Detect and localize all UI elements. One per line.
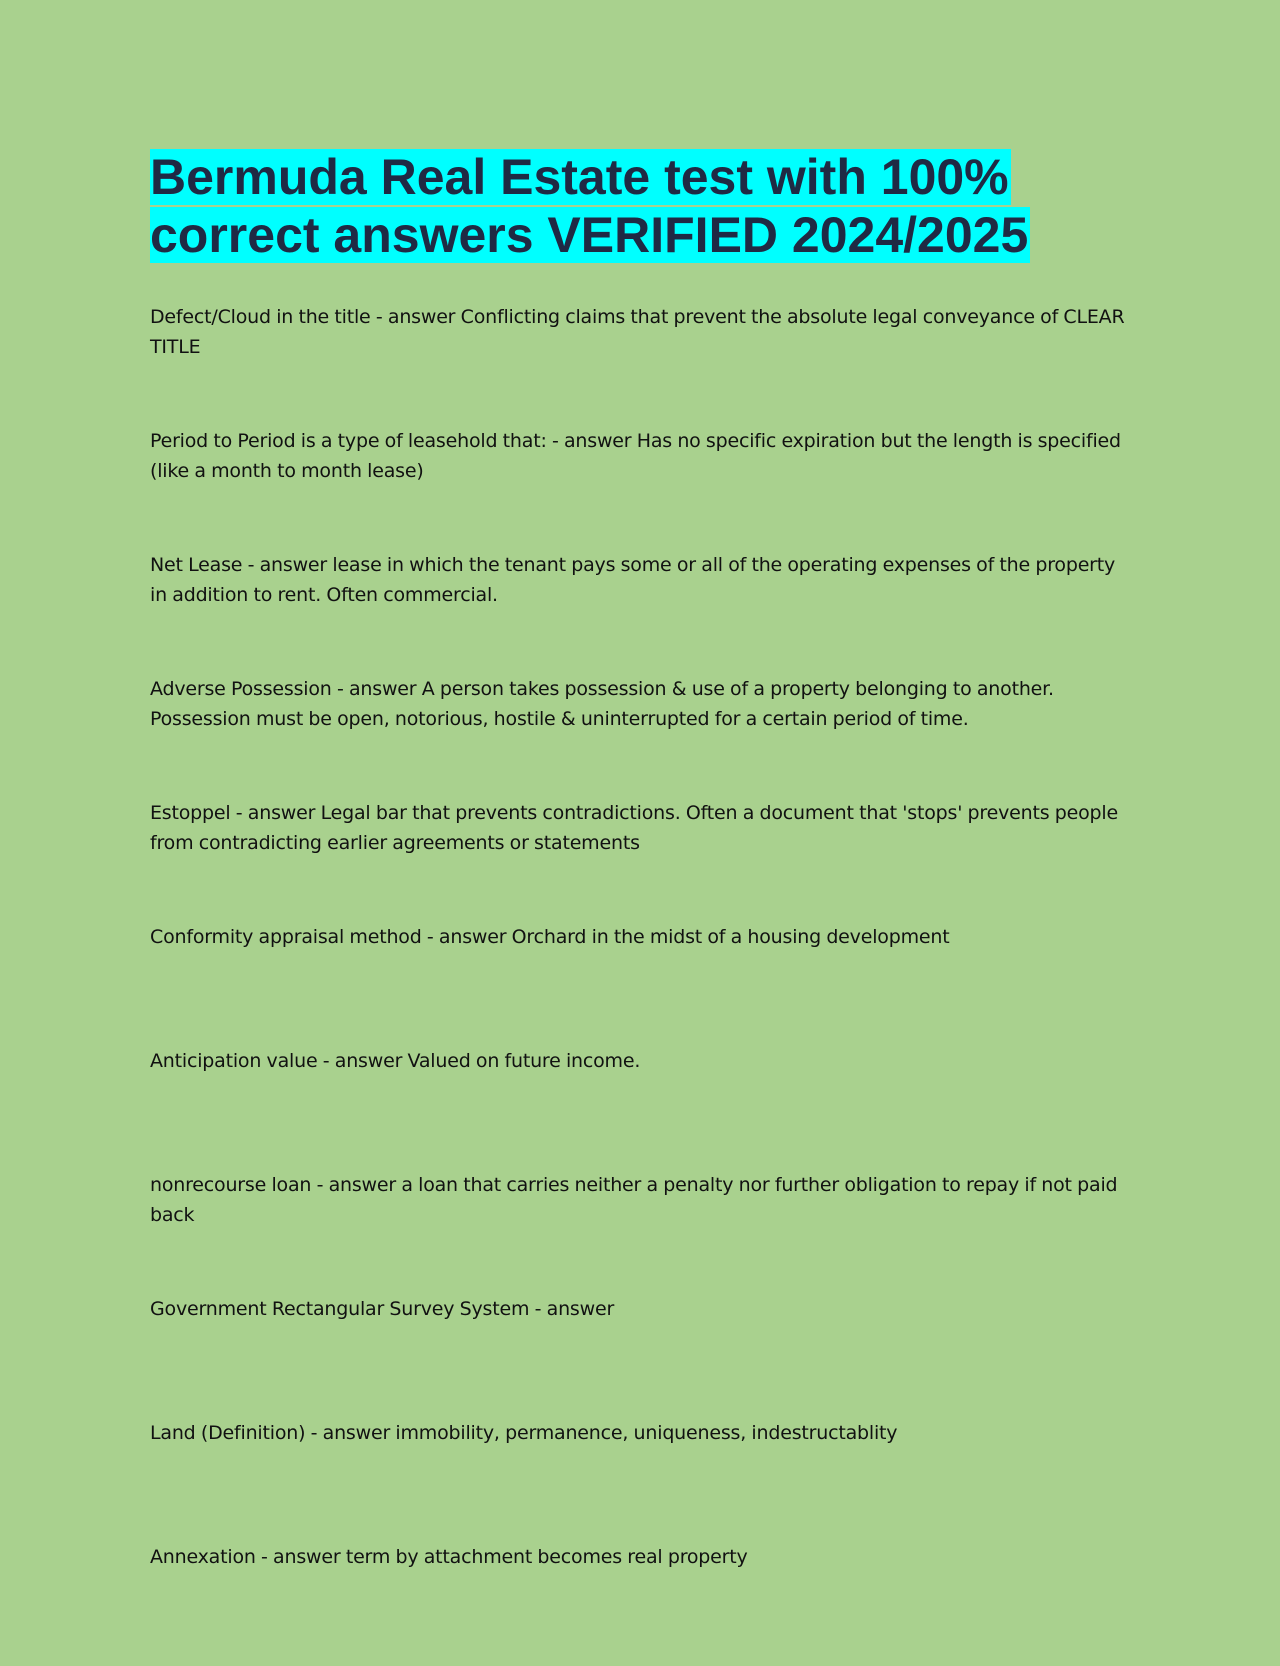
- qa-item: Period to Period is a type of leasehold that: - answer Has no specific expiration but the length is specified (like a month to month lease): [150, 430, 1121, 482]
- qa-item: Land (Definition) - answer immobility, permanence, uniqueness, indestructablity: [150, 1422, 898, 1444]
- document-title-text: Bermuda Real Estate test with 100% correct answers VERIFIED 2024/2025: [150, 149, 1029, 263]
- qa-item: Conformity appraisal method - answer Orchard in the midst of a housing development: [150, 926, 950, 948]
- qa-item: Defect/Cloud in the title - answer Conflicting claims that prevent the absolute legal conveyance of CLEAR TITLE: [150, 306, 1125, 358]
- qa-list: [150, 302, 1130, 1666]
- qa-item: Adverse Possession - answer A person takes possession & use of a property belonging to another. Possession must be open, notorious, hostile & uninterrupted for a certain period of time.: [150, 678, 1054, 730]
- qa-item: Anticipation value - answer Valued on future income.: [150, 1050, 641, 1072]
- document-title: [150, 148, 1130, 264]
- qa-item: Net Lease - answer lease in which the tenant pays some or all of the operating expenses of the property in addition to rent. Often commercial.: [150, 554, 1116, 606]
- qa-item: Annexation - answer term by attachment becomes real property: [150, 1546, 748, 1568]
- qa-item: Government Rectangular Survey System - answer: [150, 1298, 615, 1320]
- qa-item: nonrecourse loan - answer a loan that carries neither a penalty nor further obligation to repay if not paid back: [150, 1174, 1118, 1226]
- qa-item: Estoppel - answer Legal bar that prevents contradictions. Often a document that 'stops' prevents people from contradicting earlier agreements or statements: [150, 802, 1118, 854]
